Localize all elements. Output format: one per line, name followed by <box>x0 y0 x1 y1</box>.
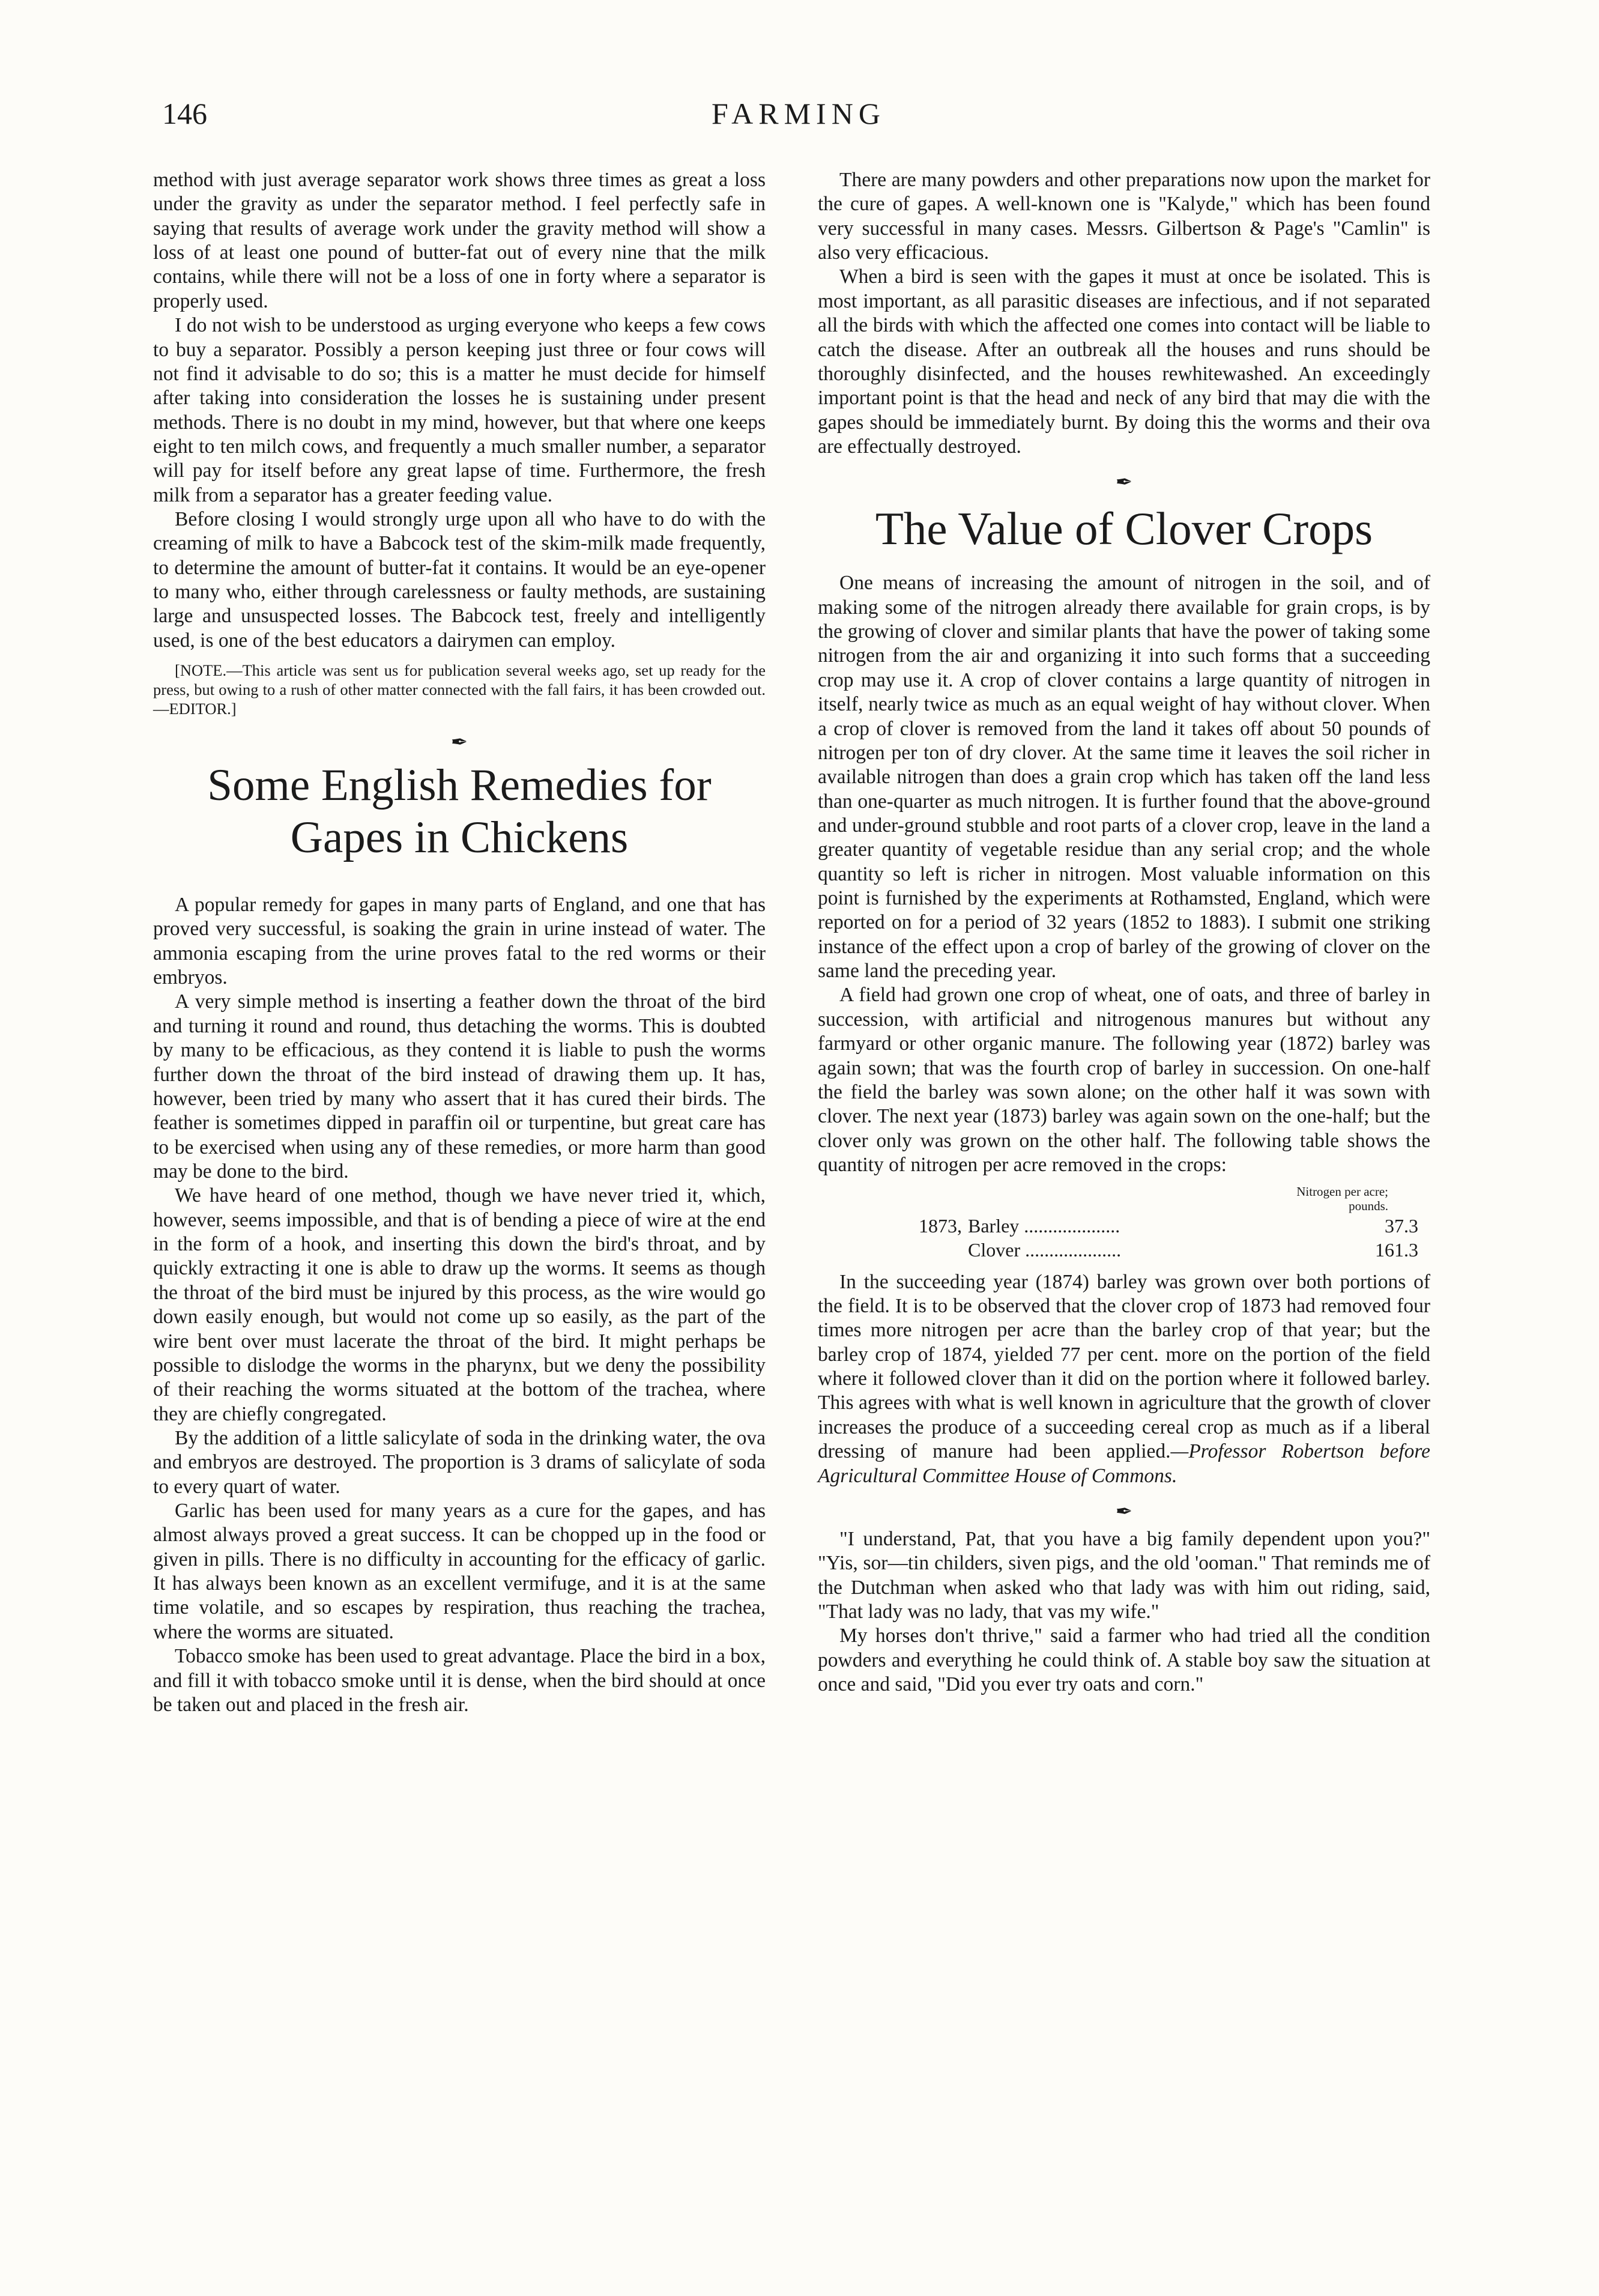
separator-article-paragraph: method with just average separator work shows three times as great a loss under the gravity as under the separator method. I feel perfectly safe in saying that results of average work under the gravity method will show a loss of at least one pound of butter-fat out of every nine that the milk contains, while there will not be a loss of one in forty where a separator is properly used. <box>153 169 766 312</box>
gapes-article-heading: Some English Remedies for Gapes in Chickens <box>207 760 712 863</box>
page-number: 146 <box>162 97 207 130</box>
running-title: FARMING <box>712 97 886 130</box>
table-row <box>818 1238 1430 1262</box>
gapes-article-paragraph: There are many powders and other preparations now upon the market for the cure of gapes. A well-known one is "Kalyde," which has been found very successful in many cases. Messrs. Gilbertson & Page's "Camlin" is also very efficacious. <box>818 169 1430 264</box>
table-row-value: 161.3 <box>1375 1238 1418 1261</box>
anecdote-paragraph: "I understand, Pat, that you have a big family dependent upon you?" "Yis, sor—tin childers, siven pigs, and the old 'ooman." That reminds me of the Dutchman when asked who that lady was with him out riding, said, "That lady was no lady, that vas my wife." <box>818 1527 1430 1623</box>
nitrogen-table <box>818 1184 1430 1261</box>
gapes-article-paragraph: We have heard of one method, though we have never tried it, which, however, seems impossible, and that is of bending a piece of wire at the end in the form of a hook, and inserting this down the bird's throat, and by quickly extracting it one is able to draw up the worms. It seems as though the throat of the bird must be injured by this process, as the wire would go down easily enough, but would not come up so easily, as the part of the wire bent over must lacerate the throat of the bird. It might perhaps be possible to dislodge the worms in the pharynx, but we deny the possibility of their reaching the worms situated at the bottom of the trachea, where they are chiefly congregated. <box>153 1184 766 1425</box>
clover-article-paragraph: In the succeeding year (1874) barley was grown over both portions of the field. It is to be observed that the clover crop of 1873 had removed four times more nitrogen per acre than the barley crop of that year; but the barley crop of 1874, yielded 77 per cent. more on the portion of the field where it followed clover than it did on the portion where it followed barley. This agrees with what is well known in agriculture that the growth of clover increases the produce of a succeeding cereal crop as much as if a liberal dressing of manure had been applied.—Professor Robertson before Agricultural Committee House of Commons. <box>818 1270 1430 1487</box>
gapes-article-paragraph: A popular remedy for gapes in many parts of England, and one that has proved very successful, is soaking the grain in urine instead of water. The ammonia escaping from the urine proves fatal to the red worms or their embryos. <box>153 894 766 989</box>
table-row <box>818 1214 1430 1238</box>
section-separator-ornament: ✒ <box>450 731 468 754</box>
gapes-article-paragraph: Tobacco smoke has been used to great advantage. Place the bird in a box, and fill it with tobacco smoke until it is dense, when the bird should at once be taken out and placed in the fresh air. <box>153 1645 766 1716</box>
table-row-year: 1873, <box>919 1214 962 1237</box>
clover-article-paragraph: One means of increasing the amount of nitrogen in the soil, and of making some of the nitrogen already there available for grain crops, is by the growing of clover and similar plants that have the power of taking some nitrogen from the air and organizing it into such forms that a succeeding crop may use it. A crop of clover contains a large quantity of nitrogen in itself, nearly twice as much as an equal weight of hay without clover. When a crop of clover is removed from the land it takes off about 50 pounds of nitrogen per ton of dry clover. At the same time it leaves the soil richer in available nitrogen than does a grain crop which has taken off the land less than one-quarter as much nitrogen. It is further found that the above-ground and under-ground stubble and root parts of a clover crop, leave in the land a greater quantity of vegetable residue than any serial crop; and the whole quantity so left is richer in nitrogen. Most valuable information on this point is furnished by the experiments at Rothamsted, England, which were reported on for a period of 32 years (1852 to 1883). I submit one striking instance of the effect upon a crop of barley of the growing of clover on the same land the preceding year. <box>818 572 1430 983</box>
right-column <box>818 168 1430 1697</box>
section-separator-ornament: ✒ <box>1115 471 1133 494</box>
editor-note: [NOTE.—This article was sent us for publication several weeks ago, set up ready for the press, but owing to a rush of other matter connected with the fall fairs, it has been crowded out.—EDITOR.] <box>153 661 766 718</box>
gapes-article-paragraph: By the addition of a little salicylate of soda in the drinking water, the ova and embryos are destroyed. The proportion is 3 drams of salicylate of soda to every quart of water. <box>153 1426 766 1498</box>
table-row-year <box>818 1238 968 1262</box>
nitrogen-table-header: Nitrogen per acre; pounds. <box>1296 1184 1388 1214</box>
gapes-article-paragraph: A very simple method is inserting a feather down the throat of the bird and turning it round and round, thus detaching the worms. This is doubted by many to be efficacious, as they contend it is liable to push the worms further down the throat of the bird instead of drawing them up. It has, however, been tried by many who assert that it has cured their birds. The feather is sometimes dipped in paraffin oil or turpentine, but great care has to be exercised when using any of these remedies, or more harm than good may be done to the bird. <box>153 990 766 1183</box>
attribution: —Professor Robertson before Agricultural Committee House of Commons. <box>818 1440 1430 1487</box>
clover-article-heading: The Value of Clover Crops <box>875 503 1373 555</box>
section-separator-ornament: ✒ <box>1115 1500 1133 1523</box>
gapes-article-paragraph: When a bird is seen with the gapes it must at once be isolated. This is most important, as all parasitic diseases are infectious, and if not separated all the birds with which the affected one comes into contact will be liable to catch the disease. After an outbreak all the houses and runs should be thoroughly disinfected, and the houses rewhitewashed. An exceedingly important point is that the head and neck of any bird that may die with the gapes should be immediately burnt. By doing this the worms and their ova are effectually destroyed. <box>818 265 1430 458</box>
gapes-article-paragraph: Garlic has been used for many years as a cure for the gapes, and has almost always proved a great success. It can be chopped up in the food or given in pills. There is no difficulty in accounting for the efficacy of garlic. It has always been known as an excellent vermifuge, and it is at the same time volatile, and so escapes by respiration, thus reaching the trachea, where the worms are situated. <box>153 1500 766 1643</box>
clover-article-paragraph: A field had grown one crop of wheat, one of oats, and three of barley in succession, with artificial and nitrogenous manures but without any farmyard or other organic manure. The following year (1872) barley was again sown; that was the fourth crop of barley in succession. On one-half the field the barley was sown alone; on the other half it was sown with clover. The next year (1873) barley was again sown on the one-half; but the clover only was grown on the other half. The following table shows the quantity of nitrogen per acre removed in the crops: <box>818 984 1430 1176</box>
left-column <box>153 168 766 1717</box>
anecdote-paragraph: My horses don't thrive," said a farmer who had tried all the condition powders and everything he could think of. A stable boy saw the situation at once and said, "Did you ever try oats and corn." <box>818 1625 1430 1695</box>
separator-article-paragraph: I do not wish to be understood as urging everyone who keeps a few cows to buy a separator. Possibly a person keeping just three or four cows will not find it advisable to do so; this is a matter he must decide for himself after taking into consideration the losses he is sustaining under present methods. There is no doubt in my mind, however, but that where one keeps eight to ten milch cows, and frequently a much smaller number, a separator will pay for itself before any great lapse of time. Furthermore, the fresh milk from a separator has a greater feeding value. <box>153 314 766 506</box>
table-row-value: 37.3 <box>1385 1214 1418 1237</box>
page-header <box>162 96 1435 138</box>
table-row-label: Barley .................... <box>968 1214 1120 1237</box>
table-row-label: Clover .................... <box>968 1238 1122 1261</box>
separator-article-paragraph: Before closing I would strongly urge upon all who have to do with the creaming of milk to have a Babcock test of the skim-milk made frequently, to determine the amount of butter-fat it contains. It would be an eye-opener to many who, either through carelessness or faulty methods, are sustaining large and unsuspected losses. The Babcock test, freely and intelligently used, is one of the best educators a dairymen can employ. <box>153 508 766 652</box>
